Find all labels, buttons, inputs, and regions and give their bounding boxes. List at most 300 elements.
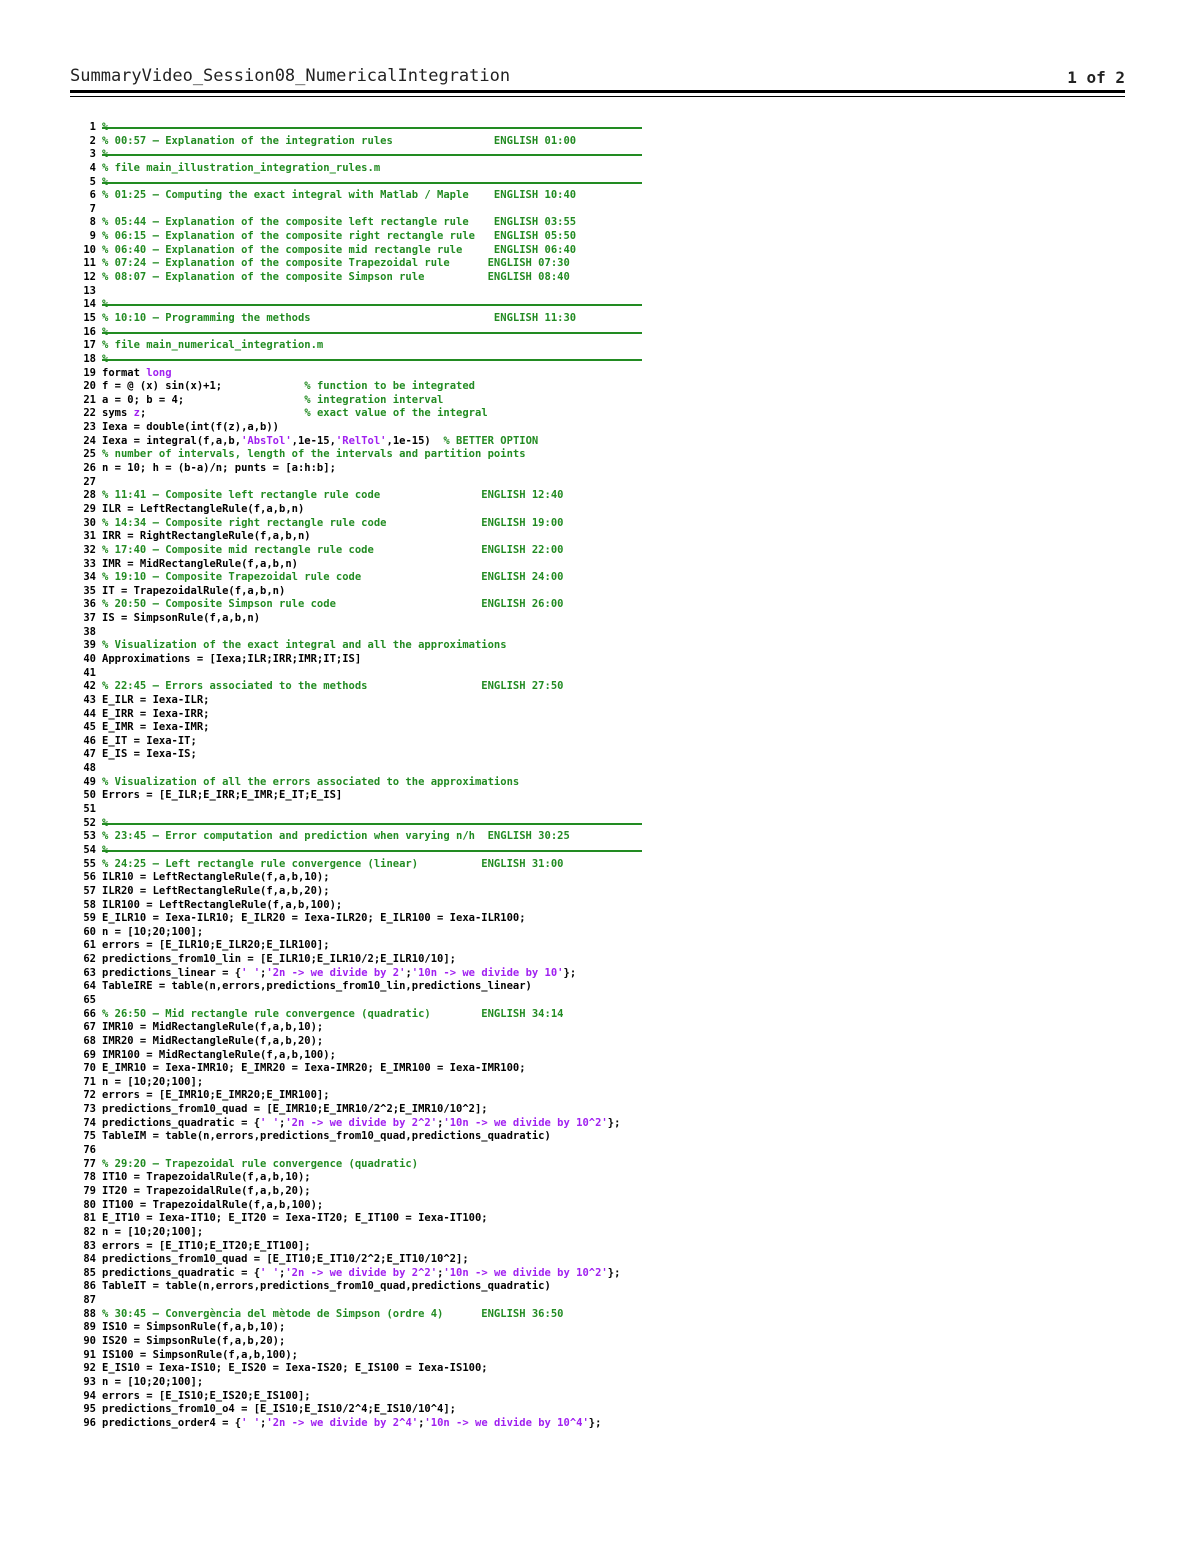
code-line [82,721,642,735]
code-text: ; [260,966,267,979]
line-number: 61 [83,939,96,952]
code-line [82,326,642,340]
line-number: 78 [83,1171,96,1184]
line-number: 70 [83,1062,96,1075]
code-line [82,271,642,285]
comment-marker: % [102,816,109,829]
code-text: }; [588,1416,602,1429]
code-line [82,1049,642,1063]
code-line [82,830,642,844]
code-text: IS10 = SimpsonRule(f,a,b,10); [102,1321,286,1334]
code-line [82,1076,642,1090]
code-line [82,762,642,776]
code-text: }; [607,1116,621,1129]
code-text: IT20 = TrapezoidalRule(f,a,b,20); [102,1184,311,1197]
code-text: Iexa = double(int(f(z),a,b)) [102,421,280,434]
code-line [82,1130,642,1144]
code-line [82,994,642,1008]
line-number: 23 [83,421,96,434]
code-line [82,1117,642,1131]
code-line [82,503,642,517]
code-comment: % 19:10 — Composite Trapezoidal rule code ENGLISH 24:00 [102,571,564,584]
code-text: ; [139,407,305,420]
line-number: 66 [83,1007,96,1020]
code-text: errors = [E_IT10;E_IT20;E_IT100]; [102,1239,311,1252]
code-comment: % 29:20 — Trapezoidal rule convergence (quadratic) [102,1157,419,1170]
code-line [82,407,642,421]
code-text: f = @ (x) sin(x)+1; [102,380,305,393]
code-text: }; [563,966,577,979]
code-line [82,1280,642,1294]
code-text: IS100 = SimpsonRule(f,a,b,100); [102,1348,298,1361]
code-string: '10n -> we divide by 10^2' [443,1266,608,1279]
code-line [82,148,642,162]
code-line [82,789,642,803]
code-line [82,1349,642,1363]
code-string: '10n -> we divide by 10^2' [443,1116,608,1129]
line-number: 64 [83,980,96,993]
code-text: ; [437,1116,444,1129]
line-number: 49 [83,775,96,788]
code-text: TableIRE = table(n,errors,predictions_from10_lin,predictions_linear) [102,980,532,993]
line-number: 30 [83,516,96,529]
comment-marker: % [102,298,109,311]
line-number: 15 [83,311,96,324]
code-line [82,530,642,544]
code-line [82,162,642,176]
code-listing [82,121,642,1431]
comment-marker: % [102,843,109,856]
line-number: 84 [83,1253,96,1266]
page-header [70,64,1125,92]
code-line [82,953,642,967]
code-text: TableIT = table(n,errors,predictions_from10_quad,predictions_quadratic) [102,1280,551,1293]
code-comment: % 06:40 — Explanation of the composite mid rectangle rule ENGLISH 06:40 [102,243,577,256]
line-number: 92 [83,1362,96,1375]
code-line [82,517,642,531]
line-number: 5 [89,175,96,188]
line-number: 91 [83,1348,96,1361]
code-line [82,216,642,230]
code-text: IS20 = SimpsonRule(f,a,b,20); [102,1335,286,1348]
code-line [82,1294,642,1308]
code-string: ' ' [260,1116,280,1129]
header-rule-thin [70,96,1125,97]
code-line [82,1021,642,1035]
code-text: E_IRR = Iexa-IRR; [102,707,210,720]
code-line [82,885,642,899]
code-line [82,803,642,817]
line-number: 88 [83,1307,96,1320]
code-line [82,1321,642,1335]
code-text: syms [102,407,134,420]
code-line [82,1035,642,1049]
code-line [82,394,642,408]
section-divider [102,823,642,825]
code-line [82,967,642,981]
code-text: IMR100 = MidRectangleRule(f,a,b,100); [102,1048,336,1061]
code-text: E_IMR10 = Iexa-IMR10; E_IMR20 = Iexa-IMR20; E_IMR100 = Iexa-IMR100; [102,1062,526,1075]
line-number: 95 [83,1403,96,1416]
section-divider [102,850,642,852]
line-number: 59 [83,912,96,925]
code-text: ILR = LeftRectangleRule(f,a,b,n) [102,502,305,515]
line-number: 14 [83,298,96,311]
code-text: ; [405,966,412,979]
code-line [82,1376,642,1390]
code-line [82,598,642,612]
code-string: '2n -> we divide by 2^4' [266,1416,419,1429]
line-number: 53 [83,830,96,843]
line-number: 31 [83,530,96,543]
code-line [82,339,642,353]
code-line [82,298,642,312]
code-line [82,980,642,994]
line-number: 32 [83,543,96,556]
code-line [82,489,642,503]
line-number: 4 [89,161,96,174]
code-text: n = 10; h = (b-a)/n; punts = [a:h:b]; [102,462,336,475]
code-comment: % 24:25 — Left rectangle rule convergence (linear) ENGLISH 31:00 [102,857,564,870]
section-divider [102,182,642,184]
line-number: 13 [83,284,96,297]
code-comment: % 10:10 — Programming the methods ENGLISH 11:30 [102,311,577,324]
line-number: 28 [83,489,96,502]
code-line [82,1008,642,1022]
code-line [82,926,642,940]
code-text: ILR20 = LeftRectangleRule(f,a,b,20); [102,884,330,897]
code-string: 'RelTol' [335,434,387,447]
code-line [82,858,642,872]
line-number: 57 [83,884,96,897]
comment-marker: % [102,352,109,365]
code-text: n = [10;20;100]; [102,925,204,938]
code-line [82,871,642,885]
line-number: 6 [89,189,96,202]
line-number: 81 [83,1212,96,1225]
code-comment: % number of intervals, length of the intervals and partition points [102,448,526,461]
code-line [82,1253,642,1267]
code-line [82,476,642,490]
code-text: predictions_from10_lin = [E_ILR10;E_ILR10/2;E_ILR10/10]; [102,953,457,966]
code-text: format [102,366,147,379]
code-string: 'AbsTol' [241,434,292,447]
code-line [82,1171,642,1185]
code-text: ; [418,1416,425,1429]
line-number: 82 [83,1225,96,1238]
code-text: IS = SimpsonRule(f,a,b,n) [102,612,261,625]
code-string: '2n -> we divide by 2^2' [285,1266,438,1279]
line-number: 25 [83,448,96,461]
code-comment: % 08:07 — Explanation of the composite Simpson rule ENGLISH 08:40 [102,271,570,284]
line-number: 7 [89,202,96,215]
line-number: 68 [83,1034,96,1047]
line-number: 54 [83,843,96,856]
line-number: 62 [83,953,96,966]
code-text: predictions_quadratic = { [102,1266,261,1279]
code-line [82,1362,642,1376]
code-text: IT = TrapezoidalRule(f,a,b,n) [102,584,286,597]
code-line [82,1240,642,1254]
line-number: 34 [83,571,96,584]
line-number: 60 [83,925,96,938]
line-number: 12 [83,271,96,284]
code-line [82,312,642,326]
code-text: E_IT10 = Iexa-IT10; E_IT20 = Iexa-IT20; E_IT100 = Iexa-IT100; [102,1212,488,1225]
line-number: 24 [83,434,96,447]
code-comment: % 00:57 — Explanation of the integration rules ENGLISH 01:00 [102,134,577,147]
code-comment: % exact value of the integral [304,407,488,420]
code-line [82,1089,642,1103]
code-line [82,735,642,749]
code-string: ' ' [260,1266,280,1279]
line-number: 40 [83,652,96,665]
code-comment: % 20:50 — Composite Simpson rule code ENGLISH 26:00 [102,598,564,611]
line-number: 1 [89,121,96,133]
code-line [82,1144,642,1158]
line-number: 90 [83,1335,96,1348]
line-number: 89 [83,1321,96,1334]
line-number: 71 [83,1075,96,1088]
line-number: 22 [83,407,96,420]
code-line [82,380,642,394]
code-text: Approximations = [Iexa;ILR;IRR;IMR;IT;IS] [102,652,362,665]
code-text: predictions_order4 = { [102,1416,242,1429]
code-text: a = 0; b = 4; [102,393,305,406]
code-line [82,776,642,790]
code-string: '2n -> we divide by 2' [266,966,406,979]
line-number: 20 [83,380,96,393]
code-comment: % 14:34 — Composite right rectangle rule code ENGLISH 19:00 [102,516,564,529]
code-text: IMR = MidRectangleRule(f,a,b,n) [102,557,298,570]
line-number: 87 [83,1294,96,1307]
code-comment: % 30:45 — Convergència del mètode de Simpson (ordre 4) ENGLISH 36:50 [102,1307,564,1320]
line-number: 17 [83,339,96,352]
code-text: n = [10;20;100]; [102,1075,204,1088]
section-divider [102,304,642,306]
code-comment: % 01:25 — Computing the exact integral with Matlab / Maple ENGLISH 10:40 [102,189,577,202]
section-divider [102,154,642,156]
code-text: n = [10;20;100]; [102,1375,204,1388]
line-number: 43 [83,693,96,706]
code-line [82,1158,642,1172]
code-text: IMR10 = MidRectangleRule(f,a,b,10); [102,1021,324,1034]
line-number: 94 [83,1389,96,1402]
line-number: 58 [83,898,96,911]
code-text: errors = [E_IS10;E_IS20;E_IS100]; [102,1389,311,1402]
line-number: 86 [83,1280,96,1293]
line-number: 27 [83,475,96,488]
line-number: 18 [83,352,96,365]
code-line [82,571,642,585]
code-comment: % file main_illustration_integration_rules.m [102,161,381,174]
line-number: 72 [83,1089,96,1102]
line-number: 35 [83,584,96,597]
line-number: 75 [83,1130,96,1143]
code-comment: % 07:24 — Explanation of the composite Trapezoidal rule ENGLISH 07:30 [102,257,570,270]
code-line [82,1185,642,1199]
line-number: 8 [89,216,96,229]
line-number: 69 [83,1048,96,1061]
code-text: E_IMR = Iexa-IMR; [102,721,210,734]
code-line [82,1308,642,1322]
code-line [82,121,642,135]
code-text: Errors = [E_ILR;E_IRR;E_IMR;E_IT;E_IS] [102,789,343,802]
code-comment: % integration interval [304,393,444,406]
code-text: E_IS = Iexa-IS; [102,748,197,761]
code-text: ,1e-15, [291,434,336,447]
code-line [82,285,642,299]
line-number: 38 [83,625,96,638]
code-comment: % 23:45 — Error computation and prediction when varying n/h ENGLISH 30:25 [102,830,570,843]
code-text: predictions_from10_quad = [E_IT10;E_IT10/2^2;E_IT10/10^2]; [102,1253,469,1266]
code-comment: % BETTER OPTION [443,434,539,447]
code-text: predictions_quadratic = { [102,1116,261,1129]
line-number: 47 [83,748,96,761]
code-line [82,748,642,762]
code-line [82,585,642,599]
code-text: predictions_from10_quad = [E_IMR10;E_IMR10/2^2;E_IMR10/10^2]; [102,1103,488,1116]
code-text: Iexa = integral(f,a,b, [102,434,242,447]
code-line [82,257,642,271]
code-comment: % 06:15 — Explanation of the composite right rectangle rule ENGLISH 05:50 [102,230,577,243]
line-number: 3 [89,148,96,161]
code-text: IT100 = TrapezoidalRule(f,a,b,100); [102,1198,324,1211]
code-comment: % Visualization of the exact integral and all the approximations [102,639,507,652]
code-line [82,1062,642,1076]
code-line [82,939,642,953]
line-number: 51 [83,803,96,816]
line-number: 76 [83,1144,96,1157]
line-number: 52 [83,816,96,829]
code-line [82,558,642,572]
code-line [82,435,642,449]
line-number: 10 [83,243,96,256]
code-comment: % 17:40 — Composite mid rectangle rule code ENGLISH 22:00 [102,543,564,556]
line-number: 42 [83,680,96,693]
line-number: 63 [83,966,96,979]
code-string: '2n -> we divide by 2^2' [285,1116,438,1129]
code-text: errors = [E_IMR10;E_IMR20;E_IMR100]; [102,1089,330,1102]
code-line [82,708,642,722]
code-line [82,899,642,913]
code-text: predictions_linear = { [102,966,242,979]
code-text: n = [10;20;100]; [102,1225,204,1238]
code-line [82,1390,642,1404]
line-number: 29 [83,502,96,515]
code-line [82,353,642,367]
line-number: 39 [83,639,96,652]
code-line [82,176,642,190]
line-number: 9 [89,230,96,243]
code-string: ' ' [241,966,261,979]
line-number: 79 [83,1184,96,1197]
code-line [82,667,642,681]
code-line [82,817,642,831]
line-number: 93 [83,1375,96,1388]
section-divider [102,127,642,129]
code-line [82,367,642,381]
code-line [82,244,642,258]
code-line [82,844,642,858]
code-line [82,680,642,694]
line-number: 11 [83,257,96,270]
code-text: ILR100 = LeftRectangleRule(f,a,b,100); [102,898,343,911]
line-number: 74 [83,1116,96,1129]
line-number: 37 [83,612,96,625]
comment-marker: % [102,121,109,133]
code-comment: % 11:41 — Composite left rectangle rule code ENGLISH 12:40 [102,489,564,502]
line-number: 55 [83,857,96,870]
code-line [82,912,642,926]
code-line [82,1417,642,1431]
code-line [82,653,642,667]
code-line [82,203,642,217]
line-number: 67 [83,1021,96,1034]
code-text: IRR = RightRectangleRule(f,a,b,n) [102,530,311,543]
code-text: E_IS10 = Iexa-IS10; E_IS20 = Iexa-IS20; E_IS100 = Iexa-IS100; [102,1362,488,1375]
line-number: 41 [83,666,96,679]
line-number: 65 [83,994,96,1006]
code-line [82,1212,642,1226]
line-number: 48 [83,762,96,775]
code-text: ; [279,1266,286,1279]
document-title: SummaryVideo_Session08_NumericalIntegration [70,66,511,86]
code-text: E_ILR10 = Iexa-ILR10; E_ILR20 = Iexa-ILR20; E_ILR100 = Iexa-ILR100; [102,912,526,925]
code-comment: % Visualization of all the errors associated to the approximations [102,775,520,788]
code-line [82,421,642,435]
code-comment: % 05:44 — Explanation of the composite left rectangle rule ENGLISH 03:55 [102,216,577,229]
code-line [82,1226,642,1240]
header-rule-thick [70,90,1125,93]
line-number: 36 [83,598,96,611]
code-text: E_ILR = Iexa-ILR; [102,693,210,706]
section-divider [102,359,642,361]
code-string: '10n -> we divide by 10^4' [424,1416,589,1429]
line-number: 46 [83,734,96,747]
code-line [82,694,642,708]
code-line [82,639,642,653]
code-line [82,1403,642,1417]
code-comment: % 22:45 — Errors associated to the methods ENGLISH 27:50 [102,680,564,693]
code-text: errors = [E_ILR10;E_ILR20;E_ILR100]; [102,939,330,952]
line-number: 16 [83,325,96,338]
line-number: 80 [83,1198,96,1211]
code-string: long [146,366,172,379]
line-number: 2 [89,134,96,147]
code-text: TableIM = table(n,errors,predictions_from10_quad,predictions_quadratic) [102,1130,551,1143]
section-divider [102,332,642,334]
page-number: 1 of 2 [1067,68,1125,87]
code-comment: % function to be integrated [304,380,475,393]
line-number: 21 [83,393,96,406]
code-line [82,462,642,476]
code-string: ' ' [241,1416,261,1429]
code-line [82,544,642,558]
line-number: 50 [83,789,96,802]
line-number: 85 [83,1266,96,1279]
code-text: }; [607,1266,621,1279]
line-number: 56 [83,871,96,884]
code-line [82,135,642,149]
line-number: 26 [83,462,96,475]
code-line [82,626,642,640]
line-number: 73 [83,1103,96,1116]
code-comment: % file main_numerical_integration.m [102,339,324,352]
code-line [82,1267,642,1281]
code-text: IT10 = TrapezoidalRule(f,a,b,10); [102,1171,311,1184]
code-string: z [133,407,140,420]
